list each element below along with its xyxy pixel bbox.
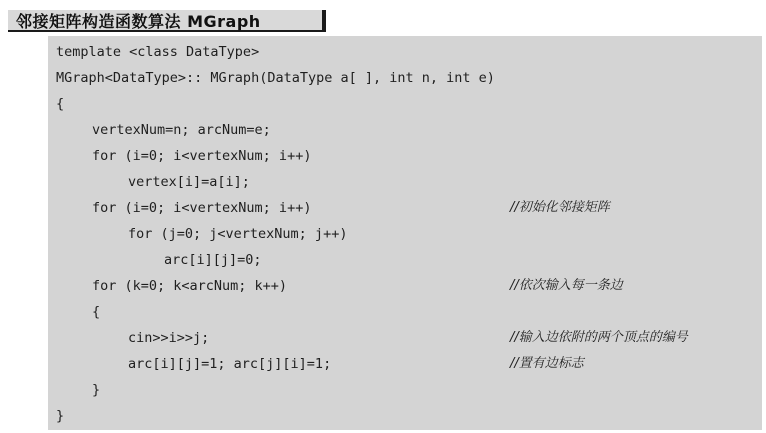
code-line [48, 172, 762, 192]
code-line [48, 68, 762, 88]
code-line [48, 380, 762, 400]
code-line [48, 146, 762, 166]
code-text: arc[i][j]=1; arc[j][i]=1; [128, 356, 332, 372]
code-line [48, 120, 762, 140]
code-comment: //初始化邻接矩阵 [510, 200, 610, 215]
code-text: arc[i][j]=0; [164, 252, 262, 268]
code-text: template <class DataType> [56, 44, 260, 60]
code-comment: //依次输入每一条边 [510, 278, 623, 293]
code-text: for (j=0; j<vertexNum; j++) [128, 226, 348, 242]
code-line [48, 250, 762, 270]
code-comment: //输入边依附的两个顶点的编号 [510, 330, 688, 345]
code-line [48, 42, 762, 62]
section-title-bar [8, 10, 326, 32]
code-text: { [56, 96, 65, 112]
code-text: for (k=0; k<arcNum; k++) [92, 278, 288, 294]
code-text: { [92, 304, 101, 320]
code-line [48, 224, 762, 244]
code-line [48, 328, 762, 348]
code-line [48, 94, 762, 114]
code-text: for (i=0; i<vertexNum; i++) [92, 200, 312, 216]
code-line [48, 198, 762, 218]
code-text: for (i=0; i<vertexNum; i++) [92, 148, 312, 164]
code-text: cin>>i>>j; [128, 330, 210, 346]
code-text: MGraph<DataType>:: MGraph(DataType a[ ], int n, int e) [56, 70, 495, 86]
code-line [48, 276, 762, 296]
code-comment: //置有边标志 [510, 356, 584, 371]
code-block [48, 36, 762, 430]
code-text: } [92, 382, 101, 398]
code-line [48, 354, 762, 374]
code-text: vertexNum=n; arcNum=e; [92, 122, 271, 138]
code-line [48, 302, 762, 322]
code-text: } [56, 408, 65, 424]
code-line [48, 406, 762, 426]
code-text: vertex[i]=a[i]; [128, 174, 250, 190]
section-title: 邻接矩阵构造函数算法 MGraph [16, 11, 261, 31]
